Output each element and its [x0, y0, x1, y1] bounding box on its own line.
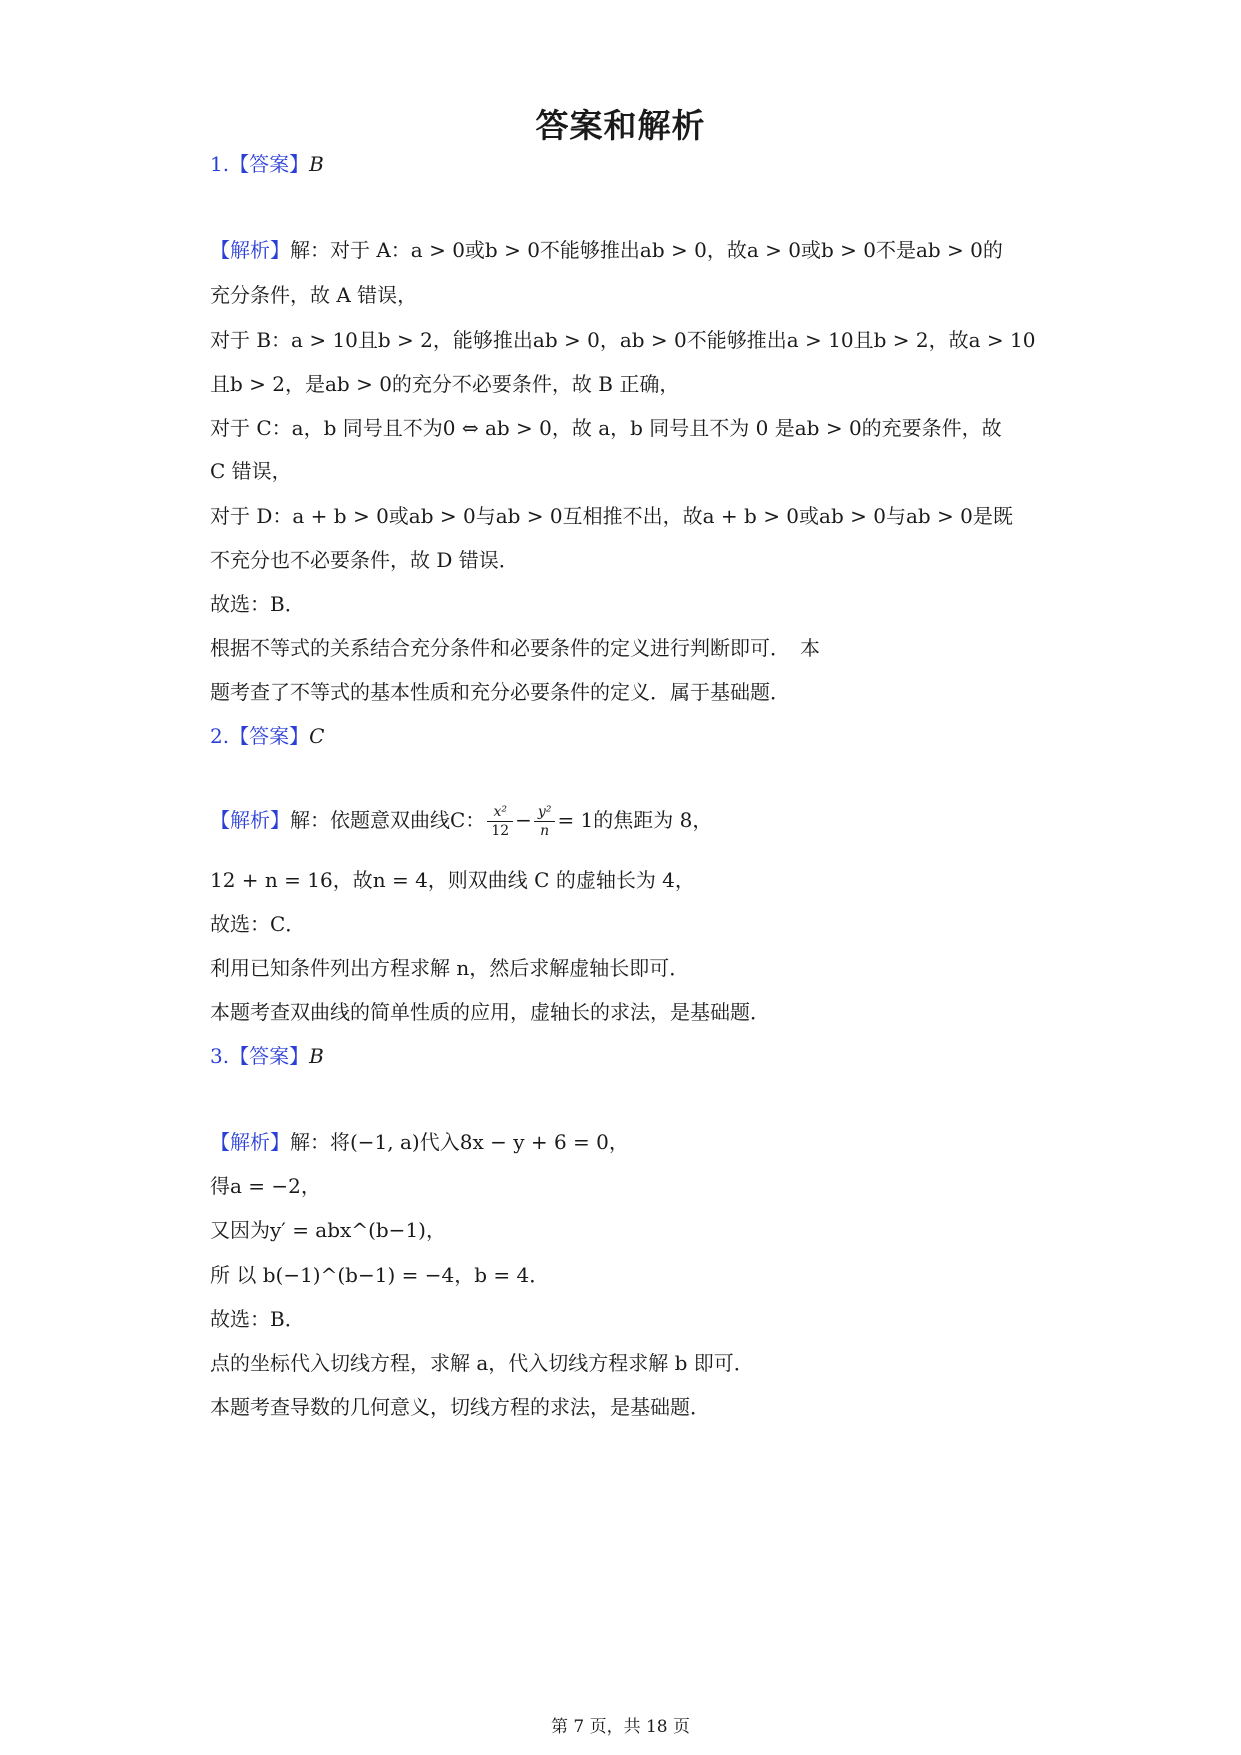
q2-analysis-line: 本题考查双曲线的简单性质的应用，虚轴长的求法，是基础题．: [210, 1000, 770, 1024]
fraction-denominator: 12: [491, 823, 510, 839]
fraction-x2-over-12: [487, 803, 513, 840]
q3-number: 3.: [210, 1044, 230, 1068]
q1-analysis-line: 根据不等式的关系结合充分条件和必要条件的定义进行判断即可． 本: [210, 636, 820, 660]
q3-analysis-line: 点的坐标代入切线方程，求解 a，代入切线方程求解 b 即可．: [210, 1351, 754, 1375]
q3-analysis-line: 又因为y′ = abx^(b−1)，: [210, 1218, 446, 1242]
q2-answer-heading: [210, 722, 324, 750]
q1-number: 1.: [210, 152, 230, 176]
q3-analysis-text: 解：将(−1, a)代入8x − y + 6 = 0，: [290, 1130, 629, 1154]
fraction-numerator: x²: [487, 803, 513, 822]
q3-analysis-line: 故选：B．: [210, 1307, 305, 1331]
q3-answer-heading: [210, 1042, 324, 1070]
q2-analysis-text: 解：依题意双曲线C：: [290, 808, 486, 832]
q1-analysis-line: 不充分也不必要条件，故 D 错误．: [210, 548, 519, 572]
fraction-y2-over-n: [534, 803, 556, 840]
q3-answer-tag: 【答案】: [229, 1044, 310, 1068]
q1-analysis-line: 充分条件，故 A 错误，: [210, 283, 418, 307]
q1-analysis-text: 解：对于 A：a > 0或b > 0不能够推出ab > 0，故a > 0或b > 0不是ab > 0的: [290, 238, 1003, 262]
q1-analysis-line: 对于 C：a，b 同号且不为0 ⇔ ab > 0，故 a，b 同号且不为 0 是ab > 0的充要条件，故: [210, 416, 1002, 440]
q3-analysis-line: 本题考查导数的几何意义，切线方程的求法，是基础题．: [210, 1395, 710, 1419]
q3-analysis-line: 所 以 b(−1)^(b−1) = −4，b = 4．: [210, 1263, 550, 1287]
minus-sign: −: [515, 808, 532, 832]
q1-analysis-line: 且b > 2，是ab > 0的充分不必要条件，故 B 正确，: [210, 372, 680, 396]
q2-analysis-line: 利用已知条件列出方程求解 n，然后求解虚轴长即可．: [210, 956, 690, 980]
q3-analysis-line: 得a = −2，: [210, 1174, 321, 1198]
page-footer: 第 7 页，共 18 页: [550, 1717, 691, 1737]
q1-analysis-line: C 错误，: [210, 459, 292, 483]
q1-analysis-line: [210, 236, 1003, 264]
q2-number: 2.: [210, 724, 230, 748]
q2-analysis-line: [210, 800, 712, 840]
fraction-numerator: y²: [534, 803, 556, 822]
q3-analysis-tag: 【解析】: [210, 1130, 290, 1154]
q2-answer-letter: C: [309, 724, 325, 748]
q1-answer-letter: B: [309, 152, 324, 176]
q1-analysis-line: 故选：B．: [210, 592, 305, 616]
q1-analysis-line: 对于 D：a + b > 0或ab > 0与ab > 0互相推不出，故a + b > 0或ab > 0与ab > 0是既: [210, 504, 1013, 528]
q2-answer-tag: 【答案】: [229, 724, 310, 748]
fraction-denominator: n: [540, 823, 550, 839]
q2-analysis-text-end: = 1的焦距为 8，: [557, 808, 713, 832]
q2-analysis-line: 故选：C．: [210, 912, 306, 936]
q2-analysis-line: 12 + n = 16，故n = 4，则双曲线 C 的虚轴长为 4，: [210, 868, 695, 892]
q1-answer-heading: [210, 150, 324, 178]
q1-analysis-tag: 【解析】: [210, 238, 290, 262]
page-title: 答案和解析: [535, 106, 706, 145]
q1-answer-tag: 【答案】: [229, 152, 310, 176]
q3-answer-letter: B: [309, 1044, 324, 1068]
q3-analysis-line: [210, 1128, 629, 1156]
q2-analysis-tag: 【解析】: [210, 808, 290, 832]
q1-analysis-line: 题考查了不等式的基本性质和充分必要条件的定义．属于基础题．: [210, 680, 790, 704]
q1-analysis-line: 对于 B：a > 10且b > 2，能够推出ab > 0，ab > 0不能够推出a > 10且b > 2，故a > 10: [210, 328, 1036, 352]
